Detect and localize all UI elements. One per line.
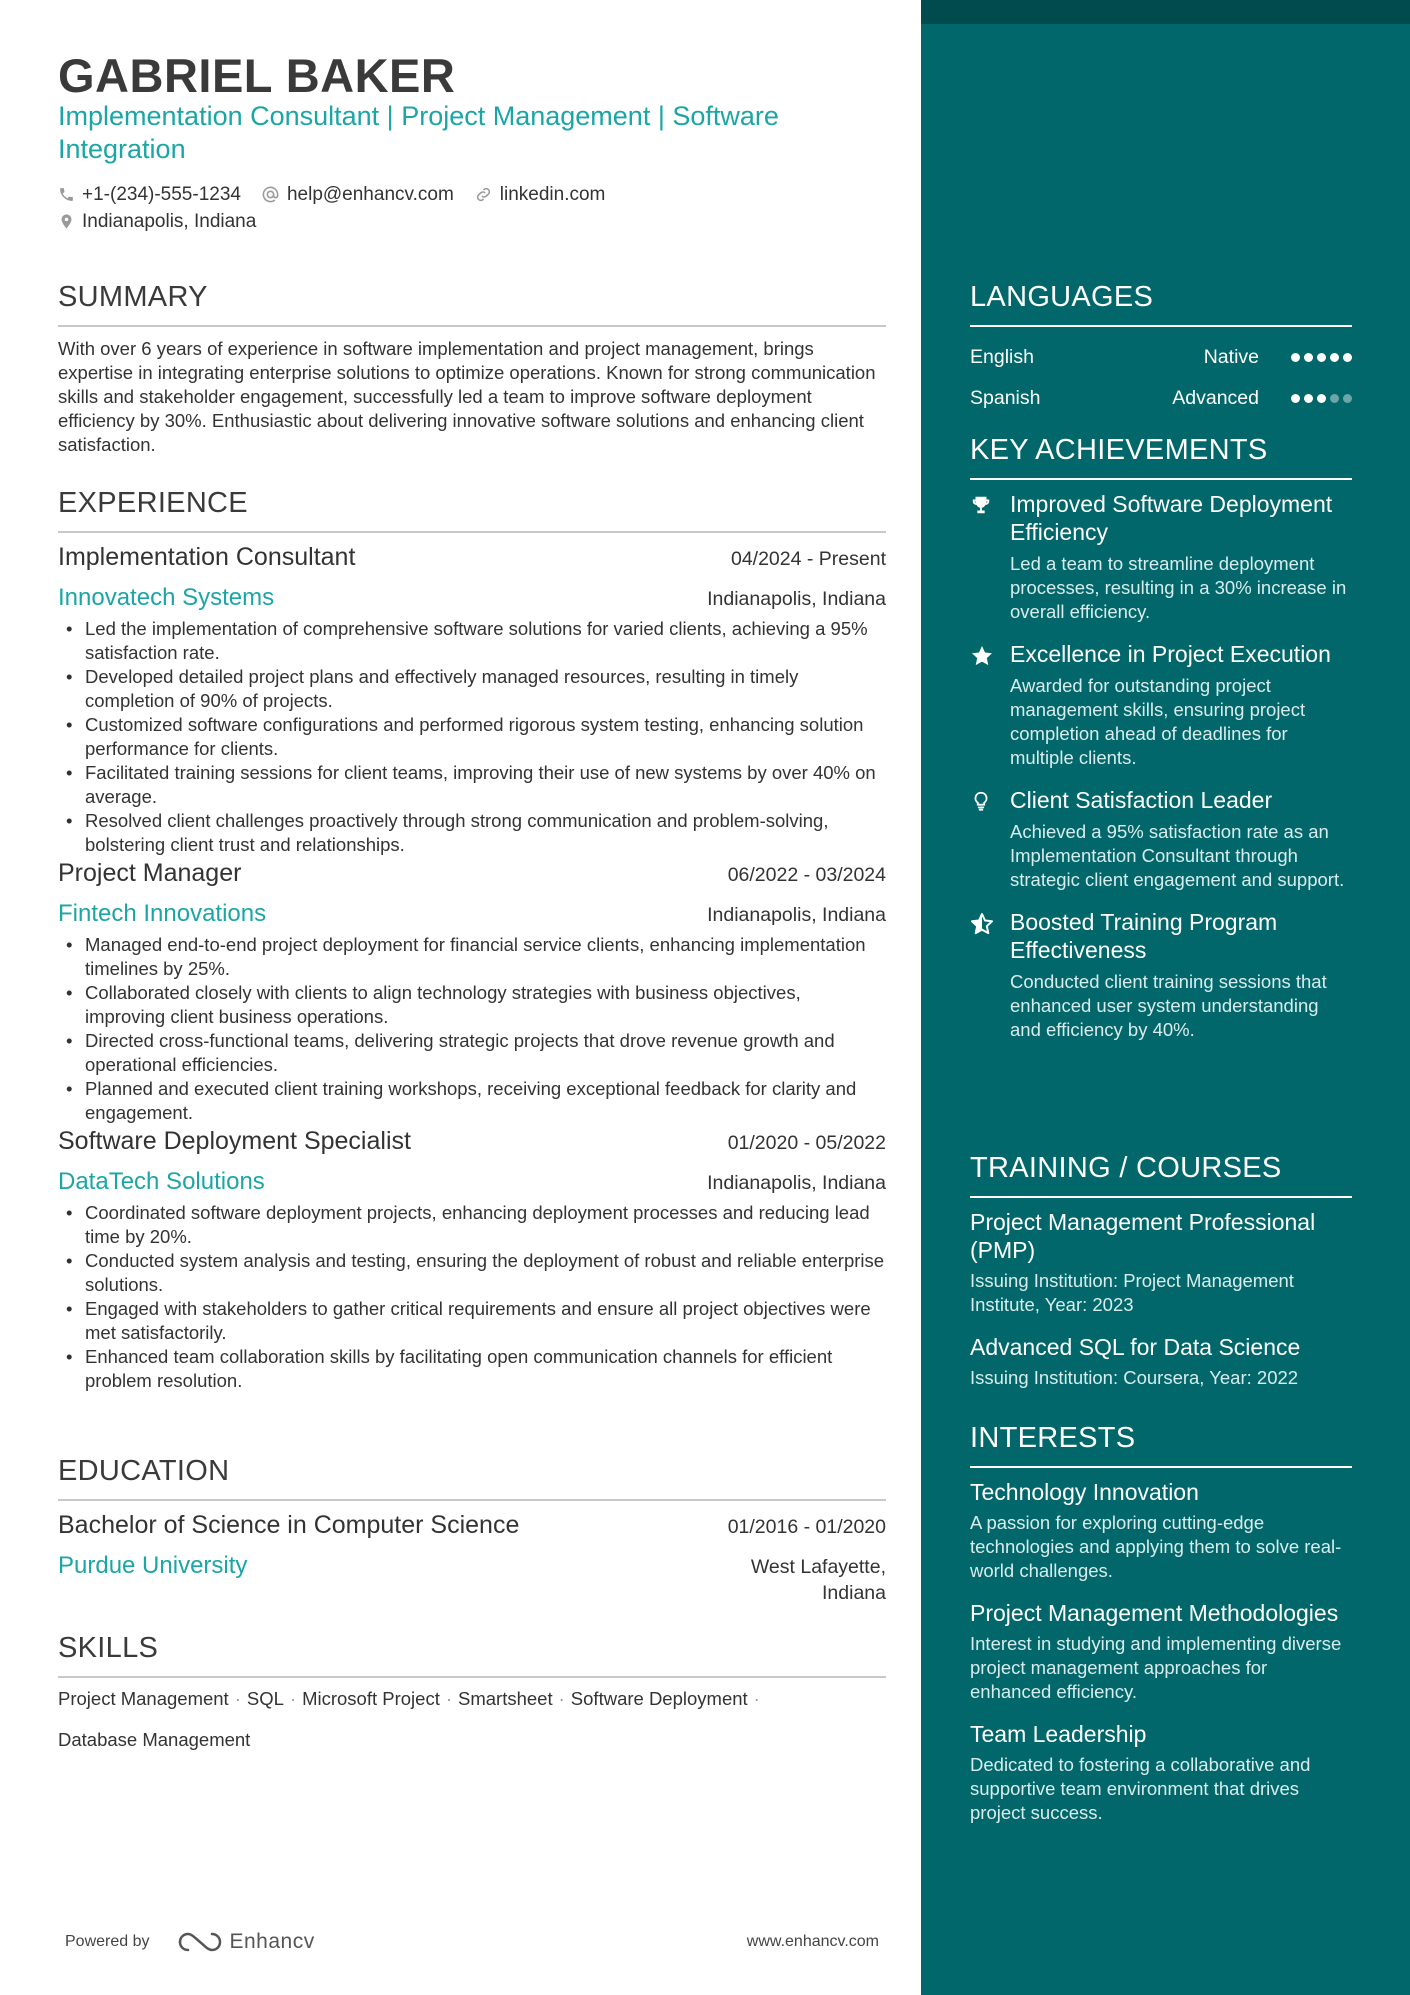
education-dates: 01/2016 - 01/2020	[727, 1516, 886, 1538]
email-item[interactable]	[261, 184, 454, 206]
at-icon	[261, 185, 280, 204]
achievement-desc: Awarded for outstanding project management skills, ensuring project completion ahead of deadlines for multiple clients.	[1010, 675, 1306, 768]
rating-dot	[1291, 394, 1300, 403]
rating-dot	[1343, 353, 1352, 362]
powered-by-text: Powered by	[65, 1933, 150, 1950]
achievement-item	[970, 786, 1352, 892]
rating-dot	[1317, 353, 1326, 362]
contact-info	[58, 181, 858, 235]
footer-site-link[interactable]: www.enhancv.com	[746, 1933, 879, 1950]
achievement-item	[970, 490, 1352, 624]
sidebar-top-bar	[921, 0, 1410, 24]
rating-dot	[1330, 353, 1339, 362]
course-desc: Issuing Institution: Coursera, Year: 2022	[970, 1367, 1299, 1388]
skill-item: Software Deployment	[570, 1688, 748, 1709]
skills-list: Project Management · SQL · Microsoft Project · Smartsheet · Software Deployment · Database Management	[58, 1688, 760, 1750]
course-title: Project Management Professional (PMP)	[970, 1209, 1316, 1263]
course-desc: Issuing Institution: Project Management Institute, Year: 2023	[970, 1270, 1294, 1315]
company-name: Fintech Innovations	[58, 900, 267, 927]
experience-section	[58, 487, 886, 1393]
achievement-title: Client Satisfaction Leader	[1010, 787, 1273, 813]
job-location: Indianapolis, Indiana	[707, 588, 886, 610]
interest-title: Project Management Methodologies	[970, 1600, 1339, 1626]
interest-title: Technology Innovation	[970, 1479, 1199, 1505]
job-bullets	[58, 933, 886, 1125]
interest-title: Team Leadership	[970, 1721, 1147, 1747]
bullet-item: • Collaborated closely with clients to align technology strategies with business objectives, improving client business operations.	[58, 981, 886, 1029]
rating-dot	[1317, 394, 1326, 403]
interest-desc: Dedicated to fostering a collaborative and supportive team environment that drives project success.	[970, 1754, 1311, 1823]
achievement-desc: Led a team to streamline deployment processes, resulting in a 30% increase in overall efficiency.	[1010, 553, 1347, 622]
interest-item	[970, 1478, 1352, 1583]
lightbulb-icon	[970, 790, 992, 812]
training-section	[970, 1152, 1352, 1406]
achievements-section	[970, 434, 1352, 1058]
education-location-line1: West Lafayette,	[750, 1556, 886, 1578]
rating-dot	[1330, 394, 1339, 403]
rating-dots	[1291, 353, 1352, 362]
course-item	[970, 1333, 1352, 1390]
school-name: Purdue University	[58, 1552, 248, 1579]
interest-item	[970, 1599, 1352, 1704]
sidebar	[921, 0, 1410, 1995]
location-pin-icon	[58, 212, 75, 231]
phone-icon	[58, 186, 75, 203]
location-text: Indianapolis, Indiana	[82, 210, 257, 232]
bullet-item: • Planned and executed client training workshops, receiving exceptional feedback for clarity and engagement.	[58, 1077, 886, 1125]
interest-desc: A passion for exploring cutting-edge technologies and applying them to solve real-world challenges.	[970, 1512, 1342, 1581]
section-title: LANGUAGES	[970, 281, 1352, 327]
company-name: DataTech Solutions	[58, 1168, 265, 1195]
language-name: Spanish	[970, 387, 1041, 409]
language-level: Native	[1203, 346, 1259, 368]
education-section	[58, 1455, 886, 1606]
language-row	[970, 337, 1352, 378]
job-location: Indianapolis, Indiana	[707, 1172, 886, 1194]
skill-item: Database Management	[58, 1729, 251, 1750]
interest-desc: Interest in studying and implementing diverse project management approaches for enhanced efficiency.	[970, 1633, 1342, 1702]
linkedin-text: linkedin.com	[499, 183, 606, 205]
email-text: help@enhancv.com	[286, 183, 454, 205]
job-dates: 04/2024 - Present	[730, 548, 886, 570]
bullet-item: • Directed cross-functional teams, delivering strategic projects that drove revenue growth and operational efficiencies.	[58, 1029, 886, 1077]
education-location-line2: Indiana	[822, 1582, 886, 1604]
rating-dot	[1343, 394, 1352, 403]
job-entry	[58, 543, 886, 857]
job-entry	[58, 1127, 886, 1393]
skill-item: Microsoft Project	[302, 1688, 440, 1709]
section-title: EDUCATION	[58, 1455, 886, 1501]
job-bullets	[58, 617, 886, 857]
rating-dots	[1291, 394, 1352, 403]
achievement-title: Improved Software Deployment Efficiency	[1010, 491, 1333, 545]
summary-text: With over 6 years of experience in software implementation and project management, brings expertise in integrating enterprise solutions to optimize operations. Known for strong communication skills and stakeholder engagement, successfully led a team to improve software deployment efficiency by 30%. Enthusiastic about delivering innovative software solutions and enhancing client satisfaction.	[58, 338, 876, 455]
job-entry	[58, 859, 886, 1125]
rating-dot	[1291, 353, 1300, 362]
enhancv-mark-icon	[176, 1930, 224, 1954]
star-half-icon	[970, 912, 994, 936]
job-location: Indianapolis, Indiana	[707, 904, 886, 926]
trophy-icon	[970, 494, 992, 516]
job-bullets	[58, 1201, 886, 1393]
skill-item: SQL	[246, 1688, 284, 1709]
bullet-item: • Coordinated software deployment projects, enhancing deployment processes and reducing lead time by 20%.	[58, 1201, 886, 1249]
achievement-desc: Achieved a 95% satisfaction rate as an Implementation Consultant through strategic client engagement and support.	[1010, 821, 1345, 890]
achievement-desc: Conducted client training sessions that enhanced user system understanding and efficiency by 40%.	[1010, 971, 1327, 1040]
skill-item: Smartsheet	[458, 1688, 553, 1709]
bullet-item: • Managed end-to-end project deployment for financial service clients, enhancing implementation timelines by 25%.	[58, 933, 886, 981]
interests-section	[970, 1422, 1352, 1841]
achievement-title: Excellence in Project Execution	[1010, 641, 1331, 667]
education-location	[751, 1554, 886, 1606]
phone-text: +1-(234)-555-1234	[82, 183, 241, 205]
language-name: English	[970, 346, 1034, 368]
section-title: KEY ACHIEVEMENTS	[970, 434, 1352, 480]
footer	[65, 1930, 879, 1954]
section-title: TRAINING / COURSES	[970, 1152, 1352, 1198]
phone-item	[58, 184, 241, 206]
company-name: Innovatech Systems	[58, 584, 275, 611]
section-title: EXPERIENCE	[58, 487, 886, 533]
language-level: Advanced	[1172, 387, 1259, 409]
course-item	[970, 1208, 1352, 1317]
job-dates: 01/2020 - 05/2022	[727, 1132, 886, 1154]
candidate-name: GABRIEL BAKER	[58, 49, 456, 102]
headline: Implementation Consultant | Project Management | Software Integration	[58, 101, 779, 164]
rating-dot	[1304, 353, 1313, 362]
language-row	[970, 378, 1352, 419]
bullet-item: • Conducted system analysis and testing, ensuring the deployment of robust and reliable enterprise solutions.	[58, 1249, 886, 1297]
skills-section	[58, 1632, 886, 1760]
section-title: SUMMARY	[58, 281, 886, 327]
bullet-item: • Developed detailed project plans and effectively managed resources, resulting in timely completion of 90% of projects.	[58, 665, 886, 713]
rating-dot	[1304, 394, 1313, 403]
bullet-item: • Enhanced team collaboration skills by facilitating open communication channels for efficient problem resolution.	[58, 1345, 886, 1393]
job-title: Implementation Consultant	[58, 543, 356, 571]
course-title: Advanced SQL for Data Science	[970, 1334, 1301, 1360]
bullet-item: • Engaged with stakeholders to gather critical requirements and ensure all project objectives were met satisfactorily.	[58, 1297, 886, 1345]
job-title: Project Manager	[58, 859, 242, 887]
bullet-item: • Facilitated training sessions for client teams, improving their use of new systems by over 40% on average.	[58, 761, 886, 809]
languages-section	[970, 281, 1352, 419]
job-dates: 06/2022 - 03/2024	[727, 864, 886, 886]
summary-section	[58, 281, 886, 457]
brand-name: Enhancv	[229, 1930, 315, 1953]
skill-item: Project Management	[58, 1688, 229, 1709]
link-icon	[474, 185, 493, 204]
achievement-title: Boosted Training Program Effectiveness	[1010, 909, 1278, 963]
enhancv-logo[interactable]	[176, 1930, 315, 1954]
star-icon	[970, 644, 994, 668]
achievement-item	[970, 640, 1352, 770]
interest-item	[970, 1720, 1352, 1825]
location-item	[58, 211, 256, 233]
section-title: INTERESTS	[970, 1422, 1352, 1468]
achievement-item	[970, 908, 1352, 1042]
linkedin-item[interactable]	[474, 184, 606, 206]
bullet-item: • Customized software configurations and performed rigorous system testing, enhancing solution performance for clients.	[58, 713, 886, 761]
bullet-item: • Resolved client challenges proactively through strong communication and problem-solving, bolstering client trust and relationships.	[58, 809, 886, 857]
job-title: Software Deployment Specialist	[58, 1127, 411, 1155]
bullet-item: • Led the implementation of comprehensive software solutions for varied clients, achieving a 95% satisfaction rate.	[58, 617, 886, 665]
section-title: SKILLS	[58, 1632, 886, 1678]
degree-title: Bachelor of Science in Computer Science	[58, 1511, 520, 1539]
